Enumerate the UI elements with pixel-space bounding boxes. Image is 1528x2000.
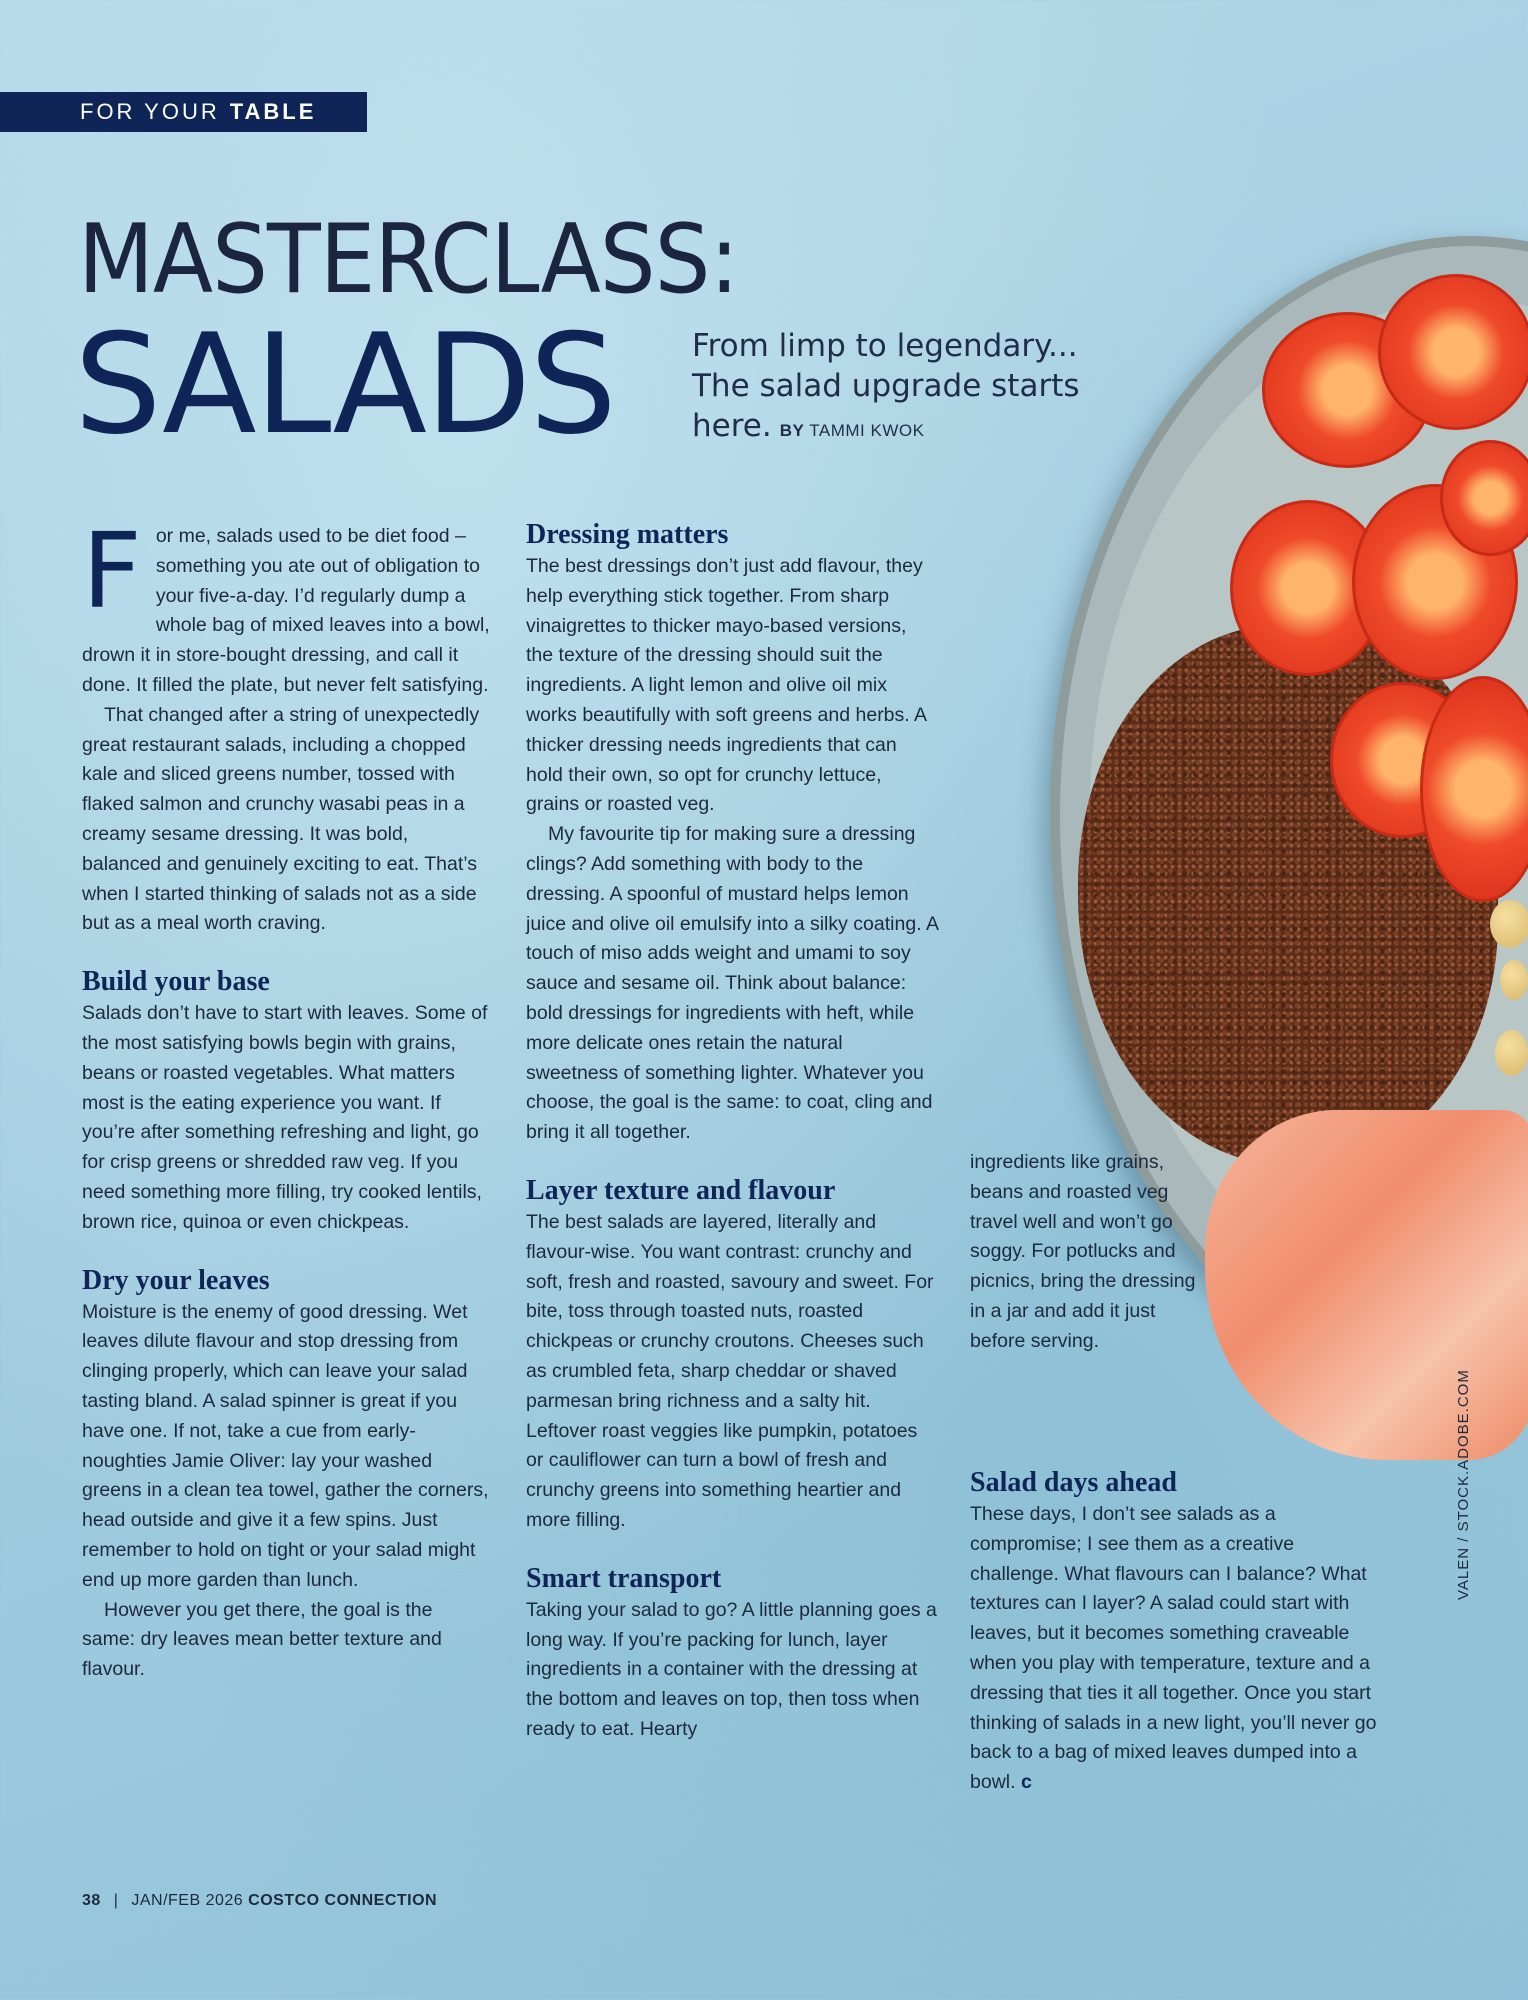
dressing-paragraph-2: My favourite tip for making sure a dressing clings? Add something with body to the dressing. A spoonful of mustard helps lemon juice and olive oil emulsify into a silky coating. A touch of miso adds weight and umami to soy sauce and sesame oil. Think about balance: bold dressings for ingredients with heft, while more delicate ones retain the natural sweetness of something lighter. Whatever you choose, the goal is the same: to coat, cling and bring it all together. [526,823,938,1144]
build-paragraph: Salads don’t have to start with leaves. Some of the most satisfying bowls begin with grains, beans or roasted vegetables. What matters most is the eating experience you want. If you’re after something refreshing and light, go for crisp greens or shredded raw veg. If you need something more filling, try cooked lentils, brown rice, quinoa or even chickpeas. [82,1002,488,1233]
column-3-bottom [970,1466,1378,1798]
column-3-top [970,1148,1210,1357]
chickpea [1490,900,1528,948]
byline-by: BY [779,421,805,440]
headline-line1: MASTERCLASS: [78,203,739,315]
transport-paragraph-continued: ingredients like grains, beans and roasted veg travel well and won’t go soggy. For potlucks and picnics, bring the dressing in a jar and add it just before serving. [970,1151,1196,1352]
subtitle-text: From limp to legendary... The salad upgrade starts here. [692,328,1080,444]
days-paragraph-text: These days, I don’t see salads as a compromise; I see them as a creative challenge. What flavours can I balance? What textures can I layer? A salad could start with leaves, but it becomes something craveable when you play with temperature, texture and a dressing that ties it all together. Once you start thinking of salads in a new light, you’ll never go back to a bag of mixed leaves dumped into a bowl. [970,1503,1377,1794]
footer-issue: JAN/FEB 2026 [131,1892,244,1909]
cherry-tomato [1378,274,1528,430]
subtitle [692,326,1122,451]
dry-paragraph-2: However you get there, the goal is the same: dry leaves mean better texture and flavour. [82,1598,442,1681]
heading-dressing-matters: Dressing matters [526,519,729,550]
layer-paragraph: The best salads are layered, literally and flavour-wise. You want contrast: crunchy and soft, fresh and roasted, savoury and sweet. For bite, toss through toasted nuts, roasted chickpeas or crunchy croutons. Cheeses such as crumbled feta, sharp cheddar or shaved parmesan bring richness and a salty hit. Leftover roast veggies like pumpkin, potatoes or cauliflower can turn a bowl of fresh and crunchy greens into something heartier and more filling. [526,1210,934,1531]
heading-build-your-base: Build your base [82,966,270,998]
heading-dry-your-leaves: Dry your leaves [82,1264,270,1296]
page-footer [82,1892,437,1910]
days-paragraph [970,1500,1378,1798]
heading-layer-texture: Layer texture and flavour [526,1174,836,1206]
byline-author: TAMMI KWOK [809,421,925,440]
heading-smart-transport: Smart transport [526,1562,722,1594]
headline-line2: SALADS [74,304,615,465]
transport-paragraph: Taking your salad to go? A little planning goes a long way. If you’re packing for lunch, layer ingredients in a container with the dressing at the bottom and leaves on top, then toss when ready to eat. Hearty [526,1598,937,1740]
column-2 [526,518,938,1745]
footer-publication: COSTCO CONNECTION [248,1892,438,1909]
intro-paragraph-2: That changed after a string of unexpectedly great restaurant salads, including a chopped kale and sliced greens number, tossed with flaked salmon and crunchy wasabi peas in a creamy sesame dressing. It was bold, balanced and genuinely exciting to eat. That’s when I started thinking of salads not as a side but as a meal worth craving. [82,703,480,935]
page-number: 38 [82,1892,101,1909]
chickpea [1495,1030,1528,1076]
column-1 [82,510,490,1685]
byline [780,421,925,440]
footer-separator: | [113,1892,119,1909]
section-tag-prefix: FOR YOUR [80,99,220,124]
photo-credit: VALEN / STOCK.ADOBE.COM [1455,1369,1472,1600]
intro-paragraph-1: or me, salads used to be diet food – something you ate out of obligation to your five-a-day. I’d regularly dump a whole bag of mixed leaves into a bowl, drown it in store-bought dressing, and call it done. It filled the plate, but never felt satisfying. [82,525,490,696]
chickpea [1500,960,1528,1000]
drop-cap: F [82,510,142,632]
dry-paragraph-1: Moisture is the enemy of good dressing. Wet leaves dilute flavour and stop dressing from clinging properly, which can leave your salad tasting bland. A salad spinner is great if you have one. If not, take a cue from early-noughties Jamie Oliver: lay your washed greens in a clean tea towel, gather the corners, head outside and give it a few spins. Just remember to hold on tight or your salad might end up more garden than lunch. [82,1300,489,1591]
smoked-salmon [1205,1110,1528,1460]
end-mark: c [1020,1771,1032,1794]
section-tag-bold: TABLE [229,99,317,124]
heading-salad-days-ahead: Salad days ahead [970,1467,1177,1498]
dressing-paragraph-1: The best dressings don’t just add flavour, they help everything stick together. From sharp vinaigrettes to thicker mayo-based versions, the texture of the dressing should suit the ingredients. A light lemon and olive oil mix works beautifully with soft greens and herbs. A thicker dressing needs ingredients that can hold their own, so opt for crunchy lettuce, grains or roasted veg. [526,555,926,816]
section-tag [0,92,367,132]
